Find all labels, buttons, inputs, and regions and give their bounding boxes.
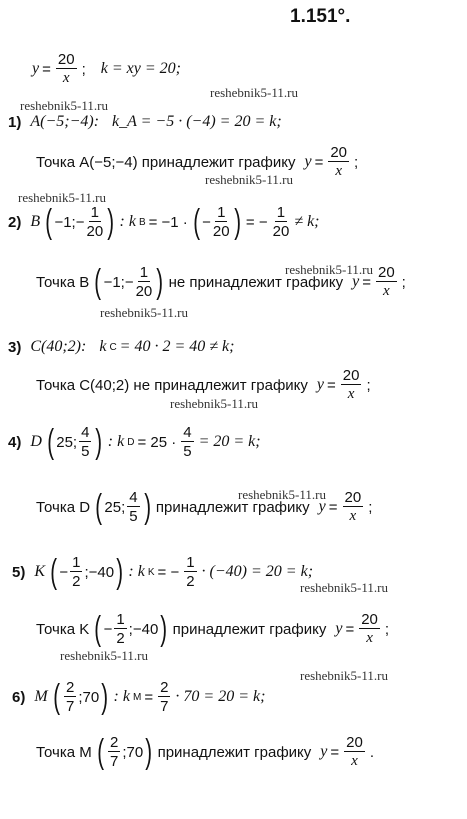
- item-1-calc: 1) A(−5;−4): k_A = −5 · (−4) = 20 = k;: [8, 113, 282, 131]
- intro-line: [32, 52, 181, 86]
- k-formula: k = xy = 20;: [100, 60, 181, 77]
- item-5-conclusion: Точка K ( − $\frac{1}{2}$ ;−40 ) принадлежит графику y = $\frac{20}{x}$ ;: [36, 610, 390, 648]
- watermark: reshebnik5-11.ru: [170, 396, 258, 411]
- separator: ;: [81, 60, 86, 78]
- watermark: reshebnik5-11.ru: [60, 648, 148, 663]
- watermark: reshebnik5-11.ru: [20, 98, 108, 113]
- item-6-calc: 6) M ( $\frac{2}{7}$ ;70 ) : k M = $\frac{2}{7}$ · 70 = 20 = k;: [12, 678, 266, 716]
- watermark: reshebnik5-11.ru: [205, 172, 293, 187]
- watermark: reshebnik5-11.ru: [100, 305, 188, 320]
- watermark: reshebnik5-11.ru: [18, 190, 106, 205]
- item-6-conclusion: Точка M ( $\frac{2}{7}$ ;70 ) принадлежит графику y = $\frac{20}{x}$ .: [36, 733, 375, 771]
- fraction-20-over-x: $\frac{20}{x}$: [57, 51, 75, 86]
- problem-number: 1.151°.: [290, 6, 351, 27]
- item-2-conclusion: Точка B ( −1;− $\frac{1}{20}$ ) не принадлежит графику y = $\frac{20}{x}$ ;: [36, 263, 406, 301]
- item-3-calc: 3) C(40;2): k C = 40 · 2 = 40 ≠ k;: [8, 338, 235, 356]
- item-1-conclusion: Точка A(−5;−4) принадлежит графику y = $\frac{20}{x}$ ;: [36, 144, 359, 179]
- item-4-calc: 4) D ( 25; $\frac{4}{5}$ ) : k D = 25 · $\frac{4}{5}$ = 20 = k;: [8, 423, 261, 461]
- item-5-calc: 5) K ( − $\frac{1}{2}$ ;−40 ) : k K = − $\frac{1}{2}$ · (−40) = 20 = k;: [12, 553, 314, 591]
- equals: =: [42, 60, 51, 78]
- y-variable: y: [32, 60, 40, 77]
- watermark: reshebnik5-11.ru: [285, 262, 373, 277]
- item-2-calc: 2) B ( −1;− $\frac{1}{20}$ ) : k B = −1 · ( − $\frac{1}{20}$ ) = − $\frac{1}{20}$ ≠ k;: [8, 203, 320, 241]
- item-3-conclusion: Точка C(40;2) не принадлежит графику y = $\frac{20}{x}$ ;: [36, 367, 371, 402]
- item-4-conclusion: Точка D ( 25; $\frac{4}{5}$ ) принадлежит графику y = $\frac{20}{x}$ ;: [36, 488, 373, 526]
- watermark: reshebnik5-11.ru: [238, 487, 326, 502]
- watermark: reshebnik5-11.ru: [300, 668, 388, 683]
- watermark: reshebnik5-11.ru: [300, 580, 388, 595]
- watermark: reshebnik5-11.ru: [210, 85, 298, 100]
